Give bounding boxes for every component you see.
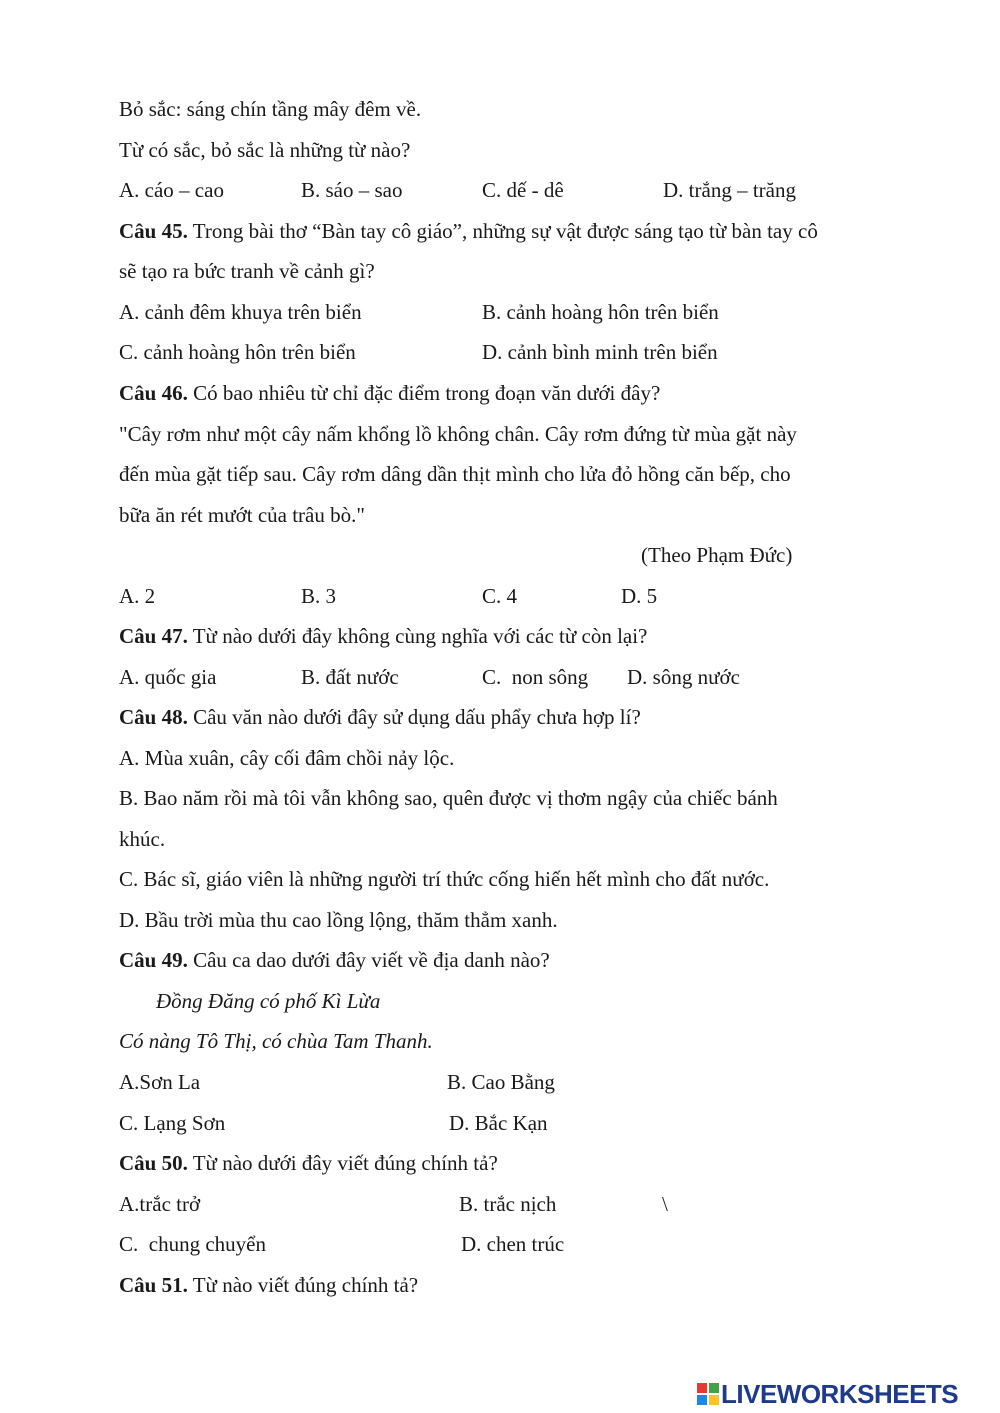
option-a: A. quốc gia: [119, 665, 217, 689]
option-b: B. Cao Bằng: [447, 1070, 555, 1094]
option-b-continued: khúc.: [119, 827, 166, 851]
option-c: C. non sông: [482, 665, 589, 689]
question-51: [119, 1272, 418, 1298]
option-c: C. Bác sĩ, giáo viên là những người trí thức cống hiến hết mình cho đất nước.: [119, 867, 770, 891]
question-text: Trong bài thơ “Bàn tay cô giáo”, những sự vật được sáng tạo từ bàn tay cô: [187, 219, 818, 243]
question-47: [119, 623, 647, 649]
option-d: D. Bầu trời mùa thu cao lồng lộng, thăm thẳm xanh.: [119, 908, 558, 932]
question-label: Câu 48.: [119, 705, 188, 729]
verse-text: Có nàng Tô Thị, có chùa Tam Thanh.: [119, 1029, 433, 1053]
option-a: A.Sơn La: [119, 1070, 201, 1094]
verse-line: [156, 988, 380, 1014]
option-d: D. 5: [621, 584, 658, 608]
question-text: Câu văn nào dưới đây sử dụng dấu phẩy chưa hợp lí?: [187, 705, 641, 729]
option-b: B. 3: [301, 584, 337, 608]
option-a: A.trắc trở: [119, 1192, 201, 1216]
question-text: Từ nào dưới đây không cùng nghĩa với các từ còn lại?: [187, 624, 648, 648]
passage-source: (Theo Phạm Đức): [641, 543, 793, 567]
text-line: Bỏ sắc: sáng chín tầng mây đêm về.: [119, 97, 422, 121]
question-text: Câu ca dao dưới đây viết về địa danh nào?: [187, 948, 550, 972]
question-text: Có bao nhiêu từ chỉ đặc điểm trong đoạn văn dưới đây?: [187, 381, 661, 405]
option-d: D. Bắc Kạn: [449, 1111, 548, 1135]
option-c: C. dế - dê: [482, 178, 564, 202]
stray-mark: \: [662, 1192, 668, 1216]
question-label: Câu 51.: [119, 1273, 188, 1297]
question-46: [119, 380, 660, 406]
option-b: B. trắc nịch: [459, 1192, 557, 1216]
question-prompt: Từ có sắc, bỏ sắc là những từ nào?: [119, 138, 411, 162]
option-b: B. cảnh hoàng hôn trên biển: [482, 300, 719, 324]
question-label: Câu 46.: [119, 381, 188, 405]
question-text-continued: sẽ tạo ra bức tranh về cảnh gì?: [119, 259, 375, 283]
logo-text: LIVEWORKSHEETS: [721, 1379, 959, 1409]
option-d: D. cảnh bình minh trên biển: [482, 340, 718, 364]
question-label: Câu 50.: [119, 1151, 188, 1175]
option-c: C. cảnh hoàng hôn trên biển: [119, 340, 356, 364]
question-text: Từ nào dưới đây viết đúng chính tả?: [187, 1151, 498, 1175]
question-49: [119, 947, 550, 973]
passage-line: đến mùa gặt tiếp sau. Cây rơm dâng dần thịt mình cho lửa đỏ hồng căn bếp, cho: [119, 462, 791, 486]
question-45: [119, 218, 818, 244]
option-b: B. sáo – sao: [301, 178, 403, 202]
verse-text: Đồng Đăng có phố Kì Lừa: [156, 989, 381, 1013]
option-b: B. Bao năm rồi mà tôi vẫn không sao, quên được vị thơm ngậy của chiếc bánh: [119, 786, 778, 810]
question-label: Câu 49.: [119, 948, 188, 972]
logo-blocks-icon: [697, 1383, 719, 1405]
option-d: D. chen trúc: [461, 1232, 565, 1256]
option-d: D. sông nước: [627, 665, 740, 689]
liveworksheets-logo: [697, 1380, 993, 1408]
option-d: D. trắng – trăng: [663, 178, 796, 202]
option-c: C. chung chuyển: [119, 1232, 266, 1256]
option-a: A. cảnh đêm khuya trên biển: [119, 300, 362, 324]
option-a: A. 2: [119, 584, 156, 608]
option-c: C. 4: [482, 584, 518, 608]
option-a: A. Mùa xuân, cây cối đâm chồi nảy lộc.: [119, 746, 455, 770]
question-50: [119, 1150, 498, 1176]
option-c: C. Lạng Sơn: [119, 1111, 226, 1135]
option-b: B. đất nước: [301, 665, 399, 689]
question-label: Câu 47.: [119, 624, 188, 648]
passage-line: "Cây rơm như một cây nấm khổng lồ không chân. Cây rơm đứng từ mùa gặt này: [119, 422, 797, 446]
passage-line: bữa ăn rét mướt của trâu bò.": [119, 503, 365, 527]
question-text: Từ nào viết đúng chính tả?: [187, 1273, 419, 1297]
option-a: A. cáo – cao: [119, 178, 224, 202]
verse-line: [119, 1028, 433, 1054]
question-label: Câu 45.: [119, 219, 188, 243]
question-48: [119, 704, 641, 730]
